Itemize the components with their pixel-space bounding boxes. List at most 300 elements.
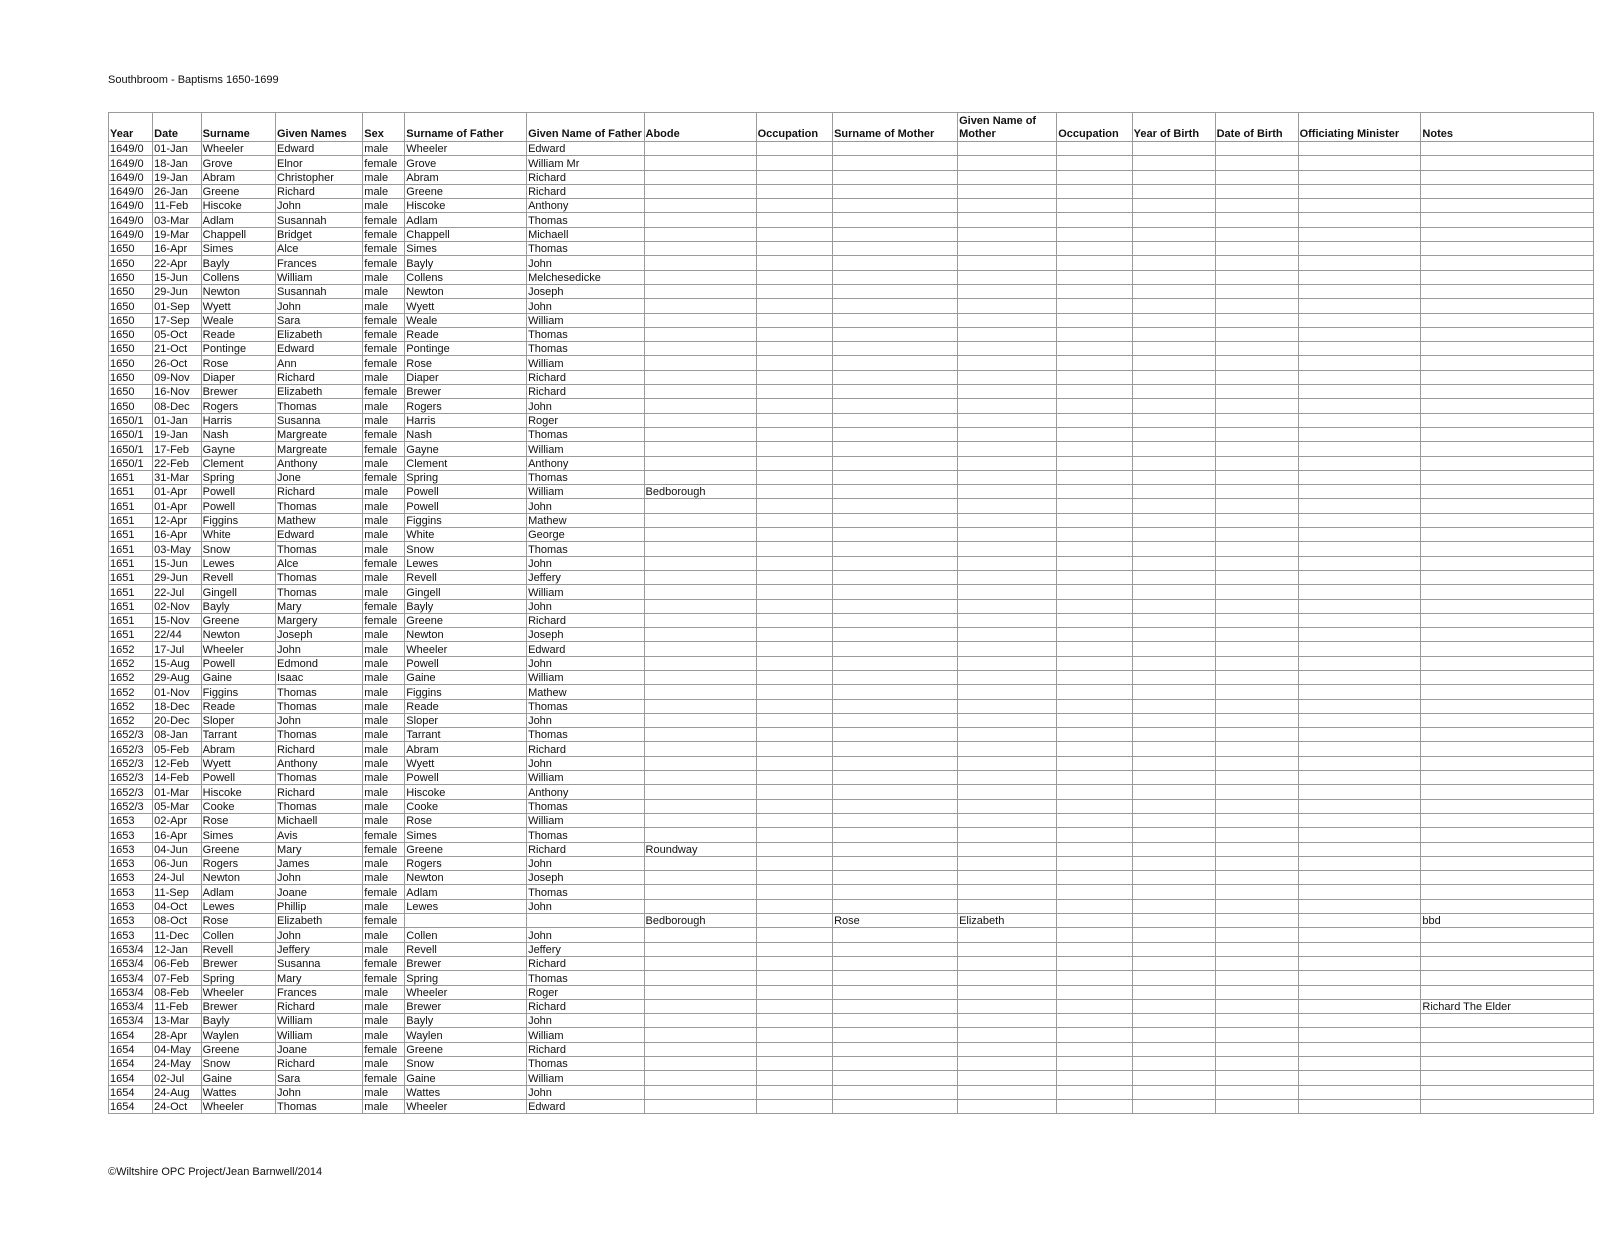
table-cell	[1298, 570, 1421, 584]
table-cell	[644, 942, 756, 956]
copyright-footer: ©Wiltshire OPC Project/Jean Barnwell/2014	[108, 1166, 323, 1178]
table-cell: 1651	[109, 499, 153, 513]
table-cell: Thomas	[527, 828, 644, 842]
table-cell	[1132, 742, 1215, 756]
table-cell: Waylen	[201, 1028, 275, 1042]
table-cell: 1653/4	[109, 999, 153, 1013]
table-cell: Joane	[276, 885, 363, 899]
table-cell: White	[201, 528, 275, 542]
table-cell: 1653	[109, 856, 153, 870]
table-cell	[1421, 570, 1594, 584]
table-cell: 1650	[109, 399, 153, 413]
table-cell	[756, 556, 833, 570]
table-cell	[1215, 871, 1298, 885]
table-cell	[1057, 971, 1132, 985]
table-cell	[833, 142, 958, 156]
table-cell	[1057, 842, 1132, 856]
table-row	[109, 670, 1594, 684]
table-cell: Richard	[276, 485, 363, 499]
table-cell	[1132, 356, 1215, 370]
table-cell: Bayly	[201, 256, 275, 270]
table-cell: Lewes	[201, 556, 275, 570]
table-cell	[833, 599, 958, 613]
table-row	[109, 613, 1594, 627]
table-cell: Roger	[527, 413, 644, 427]
table-cell	[644, 442, 756, 456]
table-cell: Sloper	[201, 713, 275, 727]
table-cell	[1215, 470, 1298, 484]
table-row	[109, 442, 1594, 456]
table-cell	[756, 442, 833, 456]
table-cell: Margreate	[276, 427, 363, 441]
table-cell: 1653/4	[109, 942, 153, 956]
table-cell	[1057, 656, 1132, 670]
table-cell	[1421, 227, 1594, 241]
table-cell	[1057, 1014, 1132, 1028]
table-cell: male	[363, 284, 405, 298]
table-cell: Thomas	[527, 327, 644, 341]
table-cell: John	[527, 399, 644, 413]
table-cell: male	[363, 985, 405, 999]
table-cell	[1132, 1014, 1215, 1028]
table-cell: 1651	[109, 570, 153, 584]
table-cell	[1215, 156, 1298, 170]
table-cell: 1651	[109, 628, 153, 642]
table-cell: male	[363, 728, 405, 742]
table-cell	[1132, 413, 1215, 427]
table-cell	[1057, 885, 1132, 899]
table-cell: female	[363, 1071, 405, 1085]
table-cell: female	[363, 156, 405, 170]
table-cell	[833, 785, 958, 799]
table-cell: Gaine	[405, 1071, 527, 1085]
table-cell	[833, 828, 958, 842]
table-cell: Hiscoke	[405, 785, 527, 799]
table-cell	[756, 928, 833, 942]
table-cell: Richard	[527, 999, 644, 1013]
table-cell	[1132, 971, 1215, 985]
table-row	[109, 470, 1594, 484]
table-cell: Michaell	[527, 227, 644, 241]
table-cell	[833, 427, 958, 441]
table-cell	[1298, 170, 1421, 184]
table-cell: Harris	[201, 413, 275, 427]
table-cell: Elizabeth	[276, 914, 363, 928]
table-cell	[1298, 656, 1421, 670]
table-cell	[1298, 556, 1421, 570]
table-cell: Richard	[527, 385, 644, 399]
table-row	[109, 785, 1594, 799]
table-cell	[644, 1014, 756, 1028]
table-cell: 08-Oct	[153, 914, 201, 928]
table-cell: Newton	[201, 284, 275, 298]
table-cell: female	[363, 1042, 405, 1056]
table-cell: Joseph	[527, 628, 644, 642]
table-cell	[833, 442, 958, 456]
table-cell	[1215, 513, 1298, 527]
table-cell	[1132, 1057, 1215, 1071]
table-cell: 08-Jan	[153, 728, 201, 742]
column-header: Year	[109, 113, 153, 142]
table-cell: Anthony	[276, 756, 363, 770]
table-cell: 1651	[109, 485, 153, 499]
table-cell	[1215, 956, 1298, 970]
table-cell	[1421, 885, 1594, 899]
table-cell	[1421, 628, 1594, 642]
table-cell	[1298, 385, 1421, 399]
table-row	[109, 642, 1594, 656]
table-cell	[1421, 599, 1594, 613]
table-cell	[1057, 956, 1132, 970]
table-cell	[1298, 542, 1421, 556]
table-cell: Brewer	[405, 385, 527, 399]
table-cell	[644, 742, 756, 756]
table-cell: 1653/4	[109, 1014, 153, 1028]
table-cell: 1654	[109, 1042, 153, 1056]
table-cell: Phillip	[276, 899, 363, 913]
table-cell	[644, 728, 756, 742]
table-cell: 1653	[109, 914, 153, 928]
table-cell: Richard	[276, 999, 363, 1013]
table-row	[109, 227, 1594, 241]
table-cell	[1057, 742, 1132, 756]
table-cell	[644, 756, 756, 770]
column-header: Officiating Minister	[1298, 113, 1421, 142]
table-cell	[1132, 828, 1215, 842]
table-row	[109, 142, 1594, 156]
table-cell: Nash	[201, 427, 275, 441]
table-cell: 1653	[109, 885, 153, 899]
table-cell	[1298, 184, 1421, 198]
table-row	[109, 956, 1594, 970]
table-cell	[1215, 1071, 1298, 1085]
table-cell	[958, 227, 1057, 241]
table-cell: 02-Apr	[153, 813, 201, 827]
column-header: Surname of Father	[405, 113, 527, 142]
table-cell	[1132, 799, 1215, 813]
table-cell: Figgins	[405, 513, 527, 527]
table-cell: Powell	[405, 499, 527, 513]
table-cell	[1298, 885, 1421, 899]
table-cell: Gaine	[405, 670, 527, 684]
table-cell	[756, 284, 833, 298]
table-cell	[833, 813, 958, 827]
table-cell	[1298, 756, 1421, 770]
table-cell	[756, 1014, 833, 1028]
table-cell	[833, 956, 958, 970]
table-row	[109, 242, 1594, 256]
table-cell	[1421, 1085, 1594, 1099]
table-cell: male	[363, 656, 405, 670]
table-cell: 15-Nov	[153, 613, 201, 627]
table-cell: female	[363, 470, 405, 484]
table-cell	[1215, 356, 1298, 370]
table-cell	[1132, 785, 1215, 799]
table-cell	[1421, 556, 1594, 570]
table-cell	[1132, 184, 1215, 198]
table-cell	[1132, 456, 1215, 470]
table-cell	[1057, 871, 1132, 885]
table-cell	[833, 385, 958, 399]
table-cell: Thomas	[527, 470, 644, 484]
table-row	[109, 599, 1594, 613]
table-cell	[958, 942, 1057, 956]
table-cell	[1057, 470, 1132, 484]
table-cell: Waylen	[405, 1028, 527, 1042]
table-cell: Simes	[201, 828, 275, 842]
table-cell	[1132, 227, 1215, 241]
table-cell: 1650	[109, 356, 153, 370]
table-cell: female	[363, 213, 405, 227]
table-cell: male	[363, 1099, 405, 1113]
table-cell	[1057, 1028, 1132, 1042]
table-row	[109, 184, 1594, 198]
table-cell: 29-Jun	[153, 284, 201, 298]
column-header: Date	[153, 113, 201, 142]
table-cell: Reade	[405, 327, 527, 341]
table-cell: Bayly	[405, 599, 527, 613]
table-cell: 1654	[109, 1099, 153, 1113]
table-cell: 05-Feb	[153, 742, 201, 756]
table-cell	[1132, 871, 1215, 885]
table-cell	[644, 999, 756, 1013]
table-cell	[756, 942, 833, 956]
table-cell	[644, 628, 756, 642]
table-cell: 03-Mar	[153, 213, 201, 227]
table-cell	[958, 284, 1057, 298]
table-cell	[1057, 1057, 1132, 1071]
table-cell	[1298, 370, 1421, 384]
table-cell	[644, 184, 756, 198]
table-cell	[1421, 656, 1594, 670]
table-cell	[644, 956, 756, 970]
table-cell	[1421, 899, 1594, 913]
table-cell: Abram	[201, 742, 275, 756]
table-cell: 1653/4	[109, 956, 153, 970]
table-cell	[1215, 385, 1298, 399]
table-cell: John	[527, 928, 644, 942]
table-cell	[644, 299, 756, 313]
table-cell	[958, 856, 1057, 870]
table-cell	[833, 356, 958, 370]
table-cell: male	[363, 899, 405, 913]
table-cell	[833, 613, 958, 627]
table-row	[109, 1057, 1594, 1071]
table-cell: 1653	[109, 813, 153, 827]
table-cell	[644, 699, 756, 713]
table-cell: 24-Aug	[153, 1085, 201, 1099]
table-cell	[1215, 971, 1298, 985]
table-row	[109, 828, 1594, 842]
table-cell: Wheeler	[405, 1099, 527, 1113]
table-cell	[1215, 813, 1298, 827]
table-cell: Reade	[405, 699, 527, 713]
table-cell	[1132, 656, 1215, 670]
table-cell	[1215, 1028, 1298, 1042]
table-cell: Brewer	[405, 999, 527, 1013]
table-cell	[1057, 914, 1132, 928]
table-cell: John	[527, 756, 644, 770]
table-cell: William	[527, 442, 644, 456]
table-cell	[756, 785, 833, 799]
table-cell	[833, 227, 958, 241]
table-cell: 1649/0	[109, 142, 153, 156]
table-cell: 06-Jun	[153, 856, 201, 870]
table-cell	[756, 142, 833, 156]
table-cell	[1298, 427, 1421, 441]
table-row	[109, 385, 1594, 399]
table-cell: Collens	[405, 270, 527, 284]
table-cell	[1298, 284, 1421, 298]
table-cell	[1057, 799, 1132, 813]
table-cell	[1298, 771, 1421, 785]
table-cell	[756, 470, 833, 484]
table-cell: Michaell	[276, 813, 363, 827]
table-cell: 22-Jul	[153, 585, 201, 599]
table-cell	[1215, 585, 1298, 599]
table-row	[109, 899, 1594, 913]
table-cell: White	[405, 528, 527, 542]
table-cell	[1298, 513, 1421, 527]
table-cell: Edmond	[276, 656, 363, 670]
table-cell: Edward	[276, 528, 363, 542]
table-cell	[1421, 342, 1594, 356]
column-header: Year of Birth	[1132, 113, 1215, 142]
table-cell: 12-Feb	[153, 756, 201, 770]
table-cell: 17-Feb	[153, 442, 201, 456]
table-cell: male	[363, 813, 405, 827]
table-cell	[1057, 828, 1132, 842]
table-cell: female	[363, 385, 405, 399]
table-row	[109, 799, 1594, 813]
table-cell: 15-Jun	[153, 556, 201, 570]
table-cell	[1132, 728, 1215, 742]
table-cell	[756, 513, 833, 527]
table-cell: Rogers	[201, 856, 275, 870]
table-row	[109, 256, 1594, 270]
table-cell	[1132, 542, 1215, 556]
table-cell: Abram	[405, 170, 527, 184]
table-row	[109, 1071, 1594, 1085]
table-cell	[1215, 528, 1298, 542]
table-cell: 12-Apr	[153, 513, 201, 527]
table-cell: female	[363, 427, 405, 441]
table-cell: William	[527, 1028, 644, 1042]
table-cell	[1132, 1099, 1215, 1113]
table-cell	[1298, 914, 1421, 928]
table-cell	[958, 742, 1057, 756]
table-cell: William	[527, 485, 644, 499]
table-cell: 15-Jun	[153, 270, 201, 284]
table-cell: Brewer	[405, 956, 527, 970]
table-cell: Wattes	[201, 1085, 275, 1099]
table-cell: 21-Oct	[153, 342, 201, 356]
table-cell	[644, 227, 756, 241]
table-cell: 1652	[109, 656, 153, 670]
table-cell	[756, 356, 833, 370]
table-cell	[833, 399, 958, 413]
table-cell	[1298, 442, 1421, 456]
table-cell	[1132, 699, 1215, 713]
table-cell: 1653	[109, 871, 153, 885]
table-cell: John	[527, 856, 644, 870]
table-cell	[1215, 742, 1298, 756]
table-cell: male	[363, 585, 405, 599]
table-cell: 19-Jan	[153, 427, 201, 441]
table-row	[109, 742, 1594, 756]
table-cell: Edward	[527, 1099, 644, 1113]
table-cell: Lewes	[201, 899, 275, 913]
table-cell: 31-Mar	[153, 470, 201, 484]
table-cell: Grove	[405, 156, 527, 170]
table-row	[109, 713, 1594, 727]
table-cell: Anthony	[527, 456, 644, 470]
table-cell: 09-Nov	[153, 370, 201, 384]
table-row	[109, 942, 1594, 956]
table-cell	[958, 999, 1057, 1013]
table-cell	[1421, 456, 1594, 470]
table-cell	[644, 528, 756, 542]
table-cell: Thomas	[276, 542, 363, 556]
table-cell	[1132, 342, 1215, 356]
table-cell	[833, 885, 958, 899]
table-cell	[958, 670, 1057, 684]
table-cell: 1651	[109, 613, 153, 627]
table-cell	[958, 342, 1057, 356]
table-cell: female	[363, 599, 405, 613]
table-cell	[1132, 599, 1215, 613]
table-cell	[1215, 284, 1298, 298]
table-cell: Greene	[405, 1042, 527, 1056]
table-cell: Chappell	[201, 227, 275, 241]
table-row	[109, 1028, 1594, 1042]
table-cell	[833, 685, 958, 699]
table-cell	[958, 899, 1057, 913]
table-cell	[1215, 199, 1298, 213]
table-cell	[1421, 513, 1594, 527]
table-row	[109, 327, 1594, 341]
table-cell	[1132, 756, 1215, 770]
table-cell	[833, 485, 958, 499]
table-cell: Susanna	[276, 956, 363, 970]
table-cell: 24-Jul	[153, 871, 201, 885]
table-cell	[958, 885, 1057, 899]
table-cell	[1421, 771, 1594, 785]
table-cell	[1298, 1099, 1421, 1113]
table-cell: 1650/1	[109, 427, 153, 441]
table-cell	[756, 742, 833, 756]
table-cell: 1653	[109, 842, 153, 856]
table-cell: Anthony	[527, 199, 644, 213]
table-cell: John	[527, 599, 644, 613]
table-cell: John	[527, 1014, 644, 1028]
table-row	[109, 1014, 1594, 1028]
table-cell: Joseph	[527, 871, 644, 885]
table-cell	[833, 528, 958, 542]
table-cell	[1132, 513, 1215, 527]
table-cell: Abram	[405, 742, 527, 756]
table-cell	[1215, 227, 1298, 241]
table-cell	[1298, 813, 1421, 827]
table-cell	[1298, 356, 1421, 370]
table-cell	[644, 599, 756, 613]
table-cell	[1421, 299, 1594, 313]
table-cell: Wheeler	[405, 142, 527, 156]
table-cell: male	[363, 1085, 405, 1099]
table-cell	[833, 342, 958, 356]
table-cell: 1652	[109, 685, 153, 699]
table-cell	[958, 656, 1057, 670]
